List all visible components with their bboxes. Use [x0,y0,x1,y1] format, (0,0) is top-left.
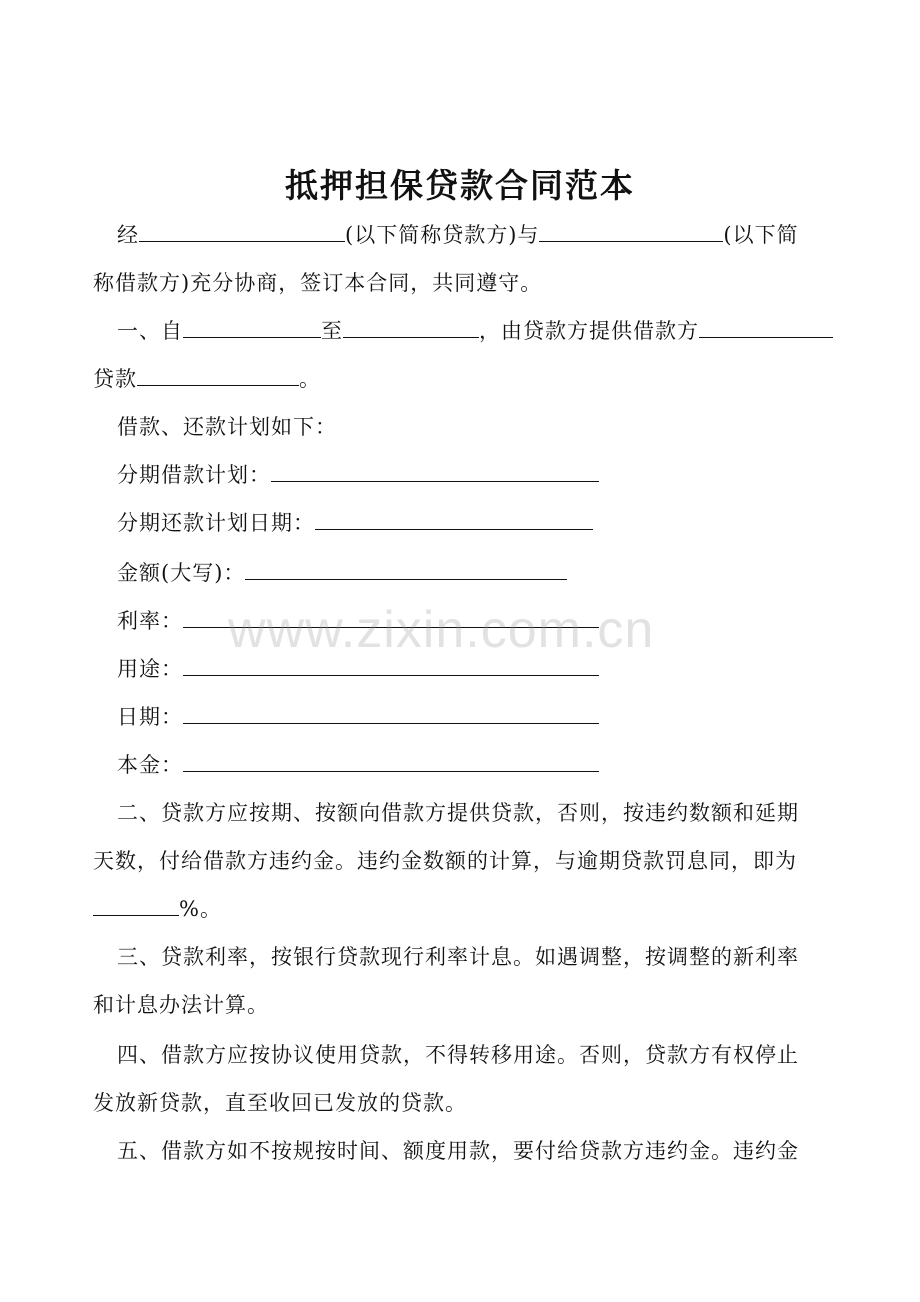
field-label: 分期还款计划日期： [117,511,315,535]
field-blank[interactable] [183,655,599,676]
text: (以下简称贷款方)与 [345,223,540,247]
text: 贷款 [93,367,137,391]
paragraph-line: 发放新贷款，直至收回已发放的贷款。 [93,1091,467,1115]
field-blank[interactable] [315,509,593,530]
text: ，由贷款方提供借款方 [479,319,699,343]
paragraph-line: 二、贷款方应按期、按额向借款方提供贷款，否则，按违约数额和延期 [117,801,799,825]
text: 至 [321,319,343,343]
field-label: 利率： [117,609,183,633]
paragraph-line [117,316,833,346]
lender-name-blank[interactable] [139,221,345,242]
paragraph-line: 三、贷款利率，按银行贷款现行利率计息。如遇调整，按调整的新利率 [117,945,799,969]
field-row [117,654,599,684]
loan-type-blank[interactable] [699,317,833,338]
borrower-name-blank[interactable] [539,221,723,242]
paragraph-line [93,894,222,924]
field-row [117,750,599,780]
field-label: 用途： [117,657,183,681]
start-date-blank[interactable] [183,317,321,338]
paragraph-line: 和计息办法计算。 [93,993,269,1017]
field-row [117,606,599,636]
paragraph-line [93,364,321,394]
document-title: 抵押担保贷款合同范本 [285,166,635,205]
paragraph-line: 称借款方)充分协商，签订本合同，共同遵守。 [93,271,543,295]
field-row [117,508,593,538]
paragraph-line: 天数，付给借款方违约金。违约金数额的计算，与逾期贷款罚息同，即为 [93,849,797,873]
field-row [117,702,599,732]
paragraph-line: 借款、还款计划如下： [117,415,337,439]
paragraph-line: 四、借款方应按协议使用贷款，不得转移用途。否则，贷款方有权停止 [117,1043,799,1067]
text: %。 [179,897,222,921]
loan-amount-blank[interactable] [137,365,299,386]
penalty-rate-blank[interactable] [93,895,179,916]
paragraph-line [117,220,799,250]
field-blank[interactable] [183,703,599,724]
field-row [117,558,567,588]
field-label: 分期借款计划： [117,463,271,487]
field-blank[interactable] [183,751,599,772]
text: (以下简 [723,223,799,247]
field-label: 金额(大写)： [117,561,246,585]
field-blank[interactable] [183,607,599,628]
field-blank[interactable] [271,461,599,482]
text: 经 [117,223,139,247]
text: 。 [299,367,321,391]
text: 一、自 [117,319,183,343]
watermark: www.zixin.com.cn [228,601,655,659]
end-date-blank[interactable] [343,317,479,338]
field-row [117,460,599,490]
field-blank[interactable] [245,559,567,580]
paragraph-line: 五、借款方如不按规按时间、额度用款，要付给贷款方违约金。违约金 [117,1139,799,1163]
field-label: 日期： [117,705,183,729]
field-label: 本金： [117,753,183,777]
